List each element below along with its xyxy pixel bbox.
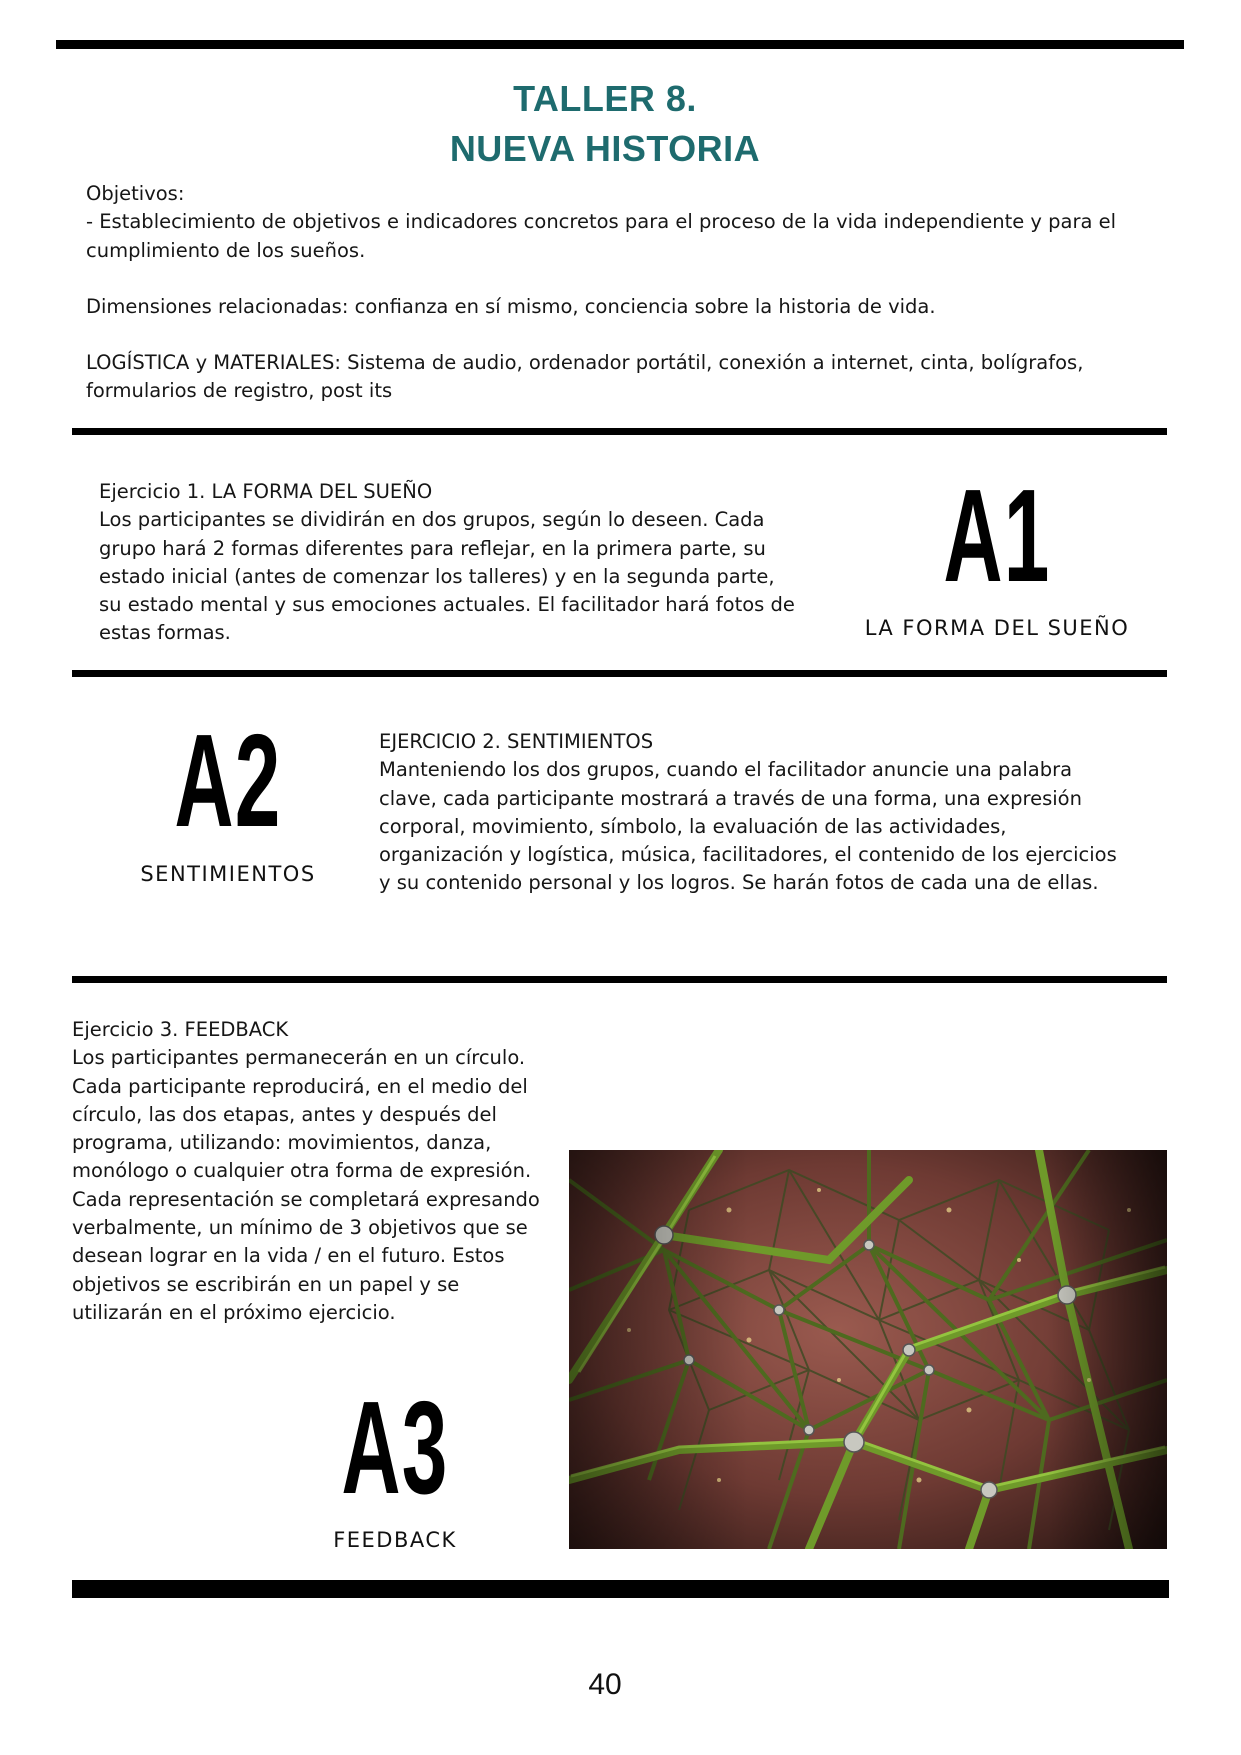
top-divider (56, 40, 1184, 49)
bottom-divider (72, 1580, 1169, 1598)
page-title-line1: TALLER 8. (513, 78, 697, 119)
logistics-text: LOGÍSTICA y MATERIALES: Sistema de audio, ordenador portátil, conexión a internet, cinta, bolígrafos, formularios de registro, post its (86, 351, 1084, 403)
exercise-2-badge: A2 (174, 707, 282, 854)
exercise-2-body: Manteniendo los dos grupos, cuando el facilitador anuncie una palabra clave, cada participante mostrará a través de una forma, una expresión corporal, movimiento, símbolo, la evaluación de las actividades, organización y logística, música, facilitadores, el contenido de los ejercicios y su contenido personal y los logros. Se harán fotos de cada una de ellas. (379, 758, 1117, 895)
section-divider-1 (72, 428, 1167, 435)
exercise-2-text (379, 728, 1119, 898)
exercise-1-body: Los participantes se dividirán en dos grupos, según lo deseen. Cada grupo hará 2 formas diferentes para reflejar, en la primera parte, su estado inicial (antes de comenzar los talleres) y en la segunda parte, su estado mental y sus emociones actuales. El facilitador hará fotos de estas formas. (99, 508, 795, 645)
exercise-3-badge-label: FEEDBACK (333, 1528, 457, 1552)
intro-section (86, 180, 1166, 406)
objectives-label: Objetivos: (86, 182, 185, 205)
exercise-3-text (72, 1016, 556, 1327)
exercise-3-body-2: Cada representación se completará expresando verbalmente, un mínimo de 3 objetivos que se desean lograr en la vida / en el futuro. Estos objetivos se escribirán en un papel y se utilizarán en el próximo ejercicio. (72, 1187, 540, 1324)
section-divider-3 (72, 976, 1167, 983)
objectives-text: - Establecimiento de objetivos e indicadores concretos para el proceso de la vida independiente y para el cumplimiento de los sueños. (86, 210, 1117, 262)
exercise-1-badge: A1 (943, 462, 1051, 609)
exercise-3-badge: A3 (341, 1374, 449, 1521)
section-divider-2 (72, 670, 1167, 677)
dimensions-text: Dimensiones relacionadas: confianza en sí mismo, conciencia sobre la historia de vida. (86, 294, 936, 318)
exercise-3-heading: Ejercicio 3. FEEDBACK (72, 1018, 289, 1041)
exercise-1-badge-label: LA FORMA DEL SUEÑO (864, 616, 1130, 640)
page-number: 40 (588, 1668, 622, 1701)
exercise-2-badge-label: SENTIMIENTOS (140, 862, 316, 886)
exercise-1-heading: Ejercicio 1. LA FORMA DEL SUEÑO (99, 480, 433, 503)
exercise-2-heading: EJERCICIO 2. SENTIMIENTOS (379, 730, 654, 753)
page-title-line2: NUEVA HISTORIA (449, 128, 761, 169)
exercise-3-body: Los participantes permanecerán en un círculo. Cada participante reproducirá, en el medio del círculo, las dos etapas, antes y después del programa, utilizando: movimientos, danza, monólogo o cualquier otra forma de expresión. (72, 1046, 532, 1183)
rope-net-photo (569, 1150, 1167, 1549)
exercise-1-text (99, 478, 799, 648)
